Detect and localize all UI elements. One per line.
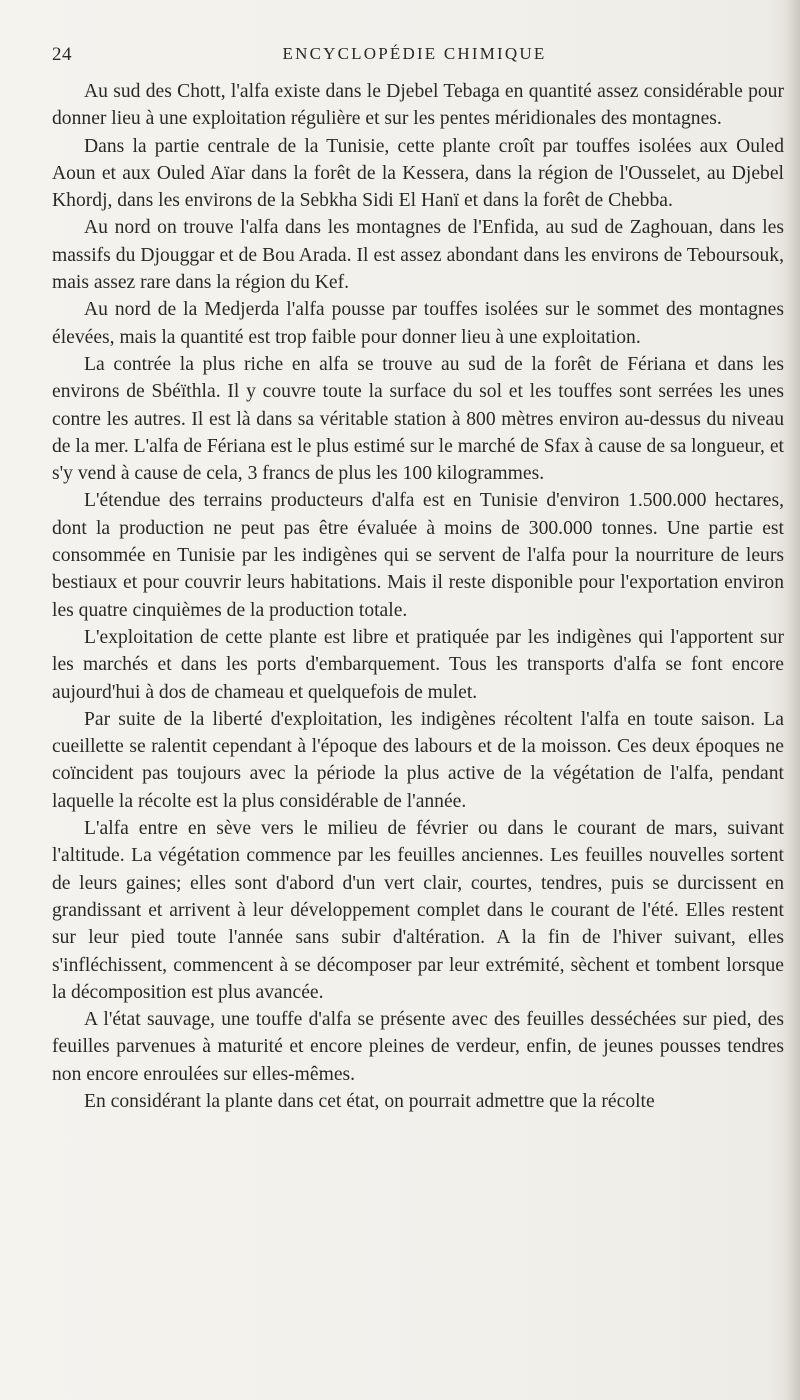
paragraph: L'alfa entre en sève vers le milieu de février ou dans le courant de mars, suivant l'altitude. La végétation commence par les feuilles anciennes. Les feuilles nouvelles sortent de leurs gaines; elles sont d'abord d'un vert clair, courtes, tendres, puis se durcissent en grandissant et arrivent à leur développement complet dans le courant de l'été. Elles restent sur leur pied toute l'année sans subir d'altération. A la fin de l'hiver suivant, elles s'infléchissent, commencent à se décomposer par leur extrémité, sèchent et tombent lorsque la décomposition est plus avancée. — [52, 818, 784, 1003]
paragraph: Au nord de la Medjerda l'alfa pousse par touffes isolées sur le sommet des montagnes élevées, mais la quantité est trop faible pour donner lieu à une exploitation. — [52, 299, 784, 348]
paragraph: Au nord on trouve l'alfa dans les montagnes de l'Enfida, au sud de Zaghouan, dans les massifs du Djouggar et de Bou Arada. Il est assez abondant dans les environs de Teboursouk, mais assez rare dans la région du Kef. — [52, 217, 784, 294]
paragraph: La contrée la plus riche en alfa se trouve au sud de la forêt de Fériana et dans les environs de Sbéïthla. Il y couvre toute la surface du sol et les touffes sont serrées les unes contre les autres. Il est là dans sa véritable station à 800 mètres environ au-dessus du niveau de la mer. L'alfa de Fériana est le plus estimé sur le marché de Sfax à cause de sa longueur, et s'y vend à cause de cela, 3 francs de plus les 100 kilogrammes. — [52, 353, 784, 485]
running-head — [52, 44, 777, 68]
body-text — [52, 78, 784, 1115]
page-edge-shadow — [786, 0, 800, 1400]
paragraph: En considérant la plante dans cet état, on pourrait admettre que la récolte — [84, 1090, 655, 1112]
paragraph: Par suite de la liberté d'exploitation, les indigènes récoltent l'alfa en toute saison. La cueillette se ralentit cependant à l'époque des labours et de la moisson. Ces deux époques ne coïncident pas toujours avec la période la plus active de la végétation de l'alfa, pendant laquelle la récolte est la plus considérable de l'année. — [52, 708, 784, 812]
paragraph: L'étendue des terrains producteurs d'alfa est en Tunisie d'environ 1.500.000 hectares, dont la production ne peut pas être évaluée à moins de 300.000 tonnes. Une partie est consommée en Tunisie par les indigènes qui se servent de l'alfa pour la nourriture de leurs bestiaux et pour couvrir leurs habitations. Mais il reste disponible pour l'exportation environ les quatre cinquièmes de la production totale. — [52, 490, 784, 621]
paragraph: L'exploitation de cette plante est libre et pratiquée par les indigènes qui l'apportent sur les marchés et dans les ports d'embarquement. Tous les transports d'alfa se font encore aujourd'hui à dos de chameau et quelquefois de mulet. — [52, 626, 784, 703]
paragraph: Dans la partie centrale de la Tunisie, cette plante croît par touffes isolées aux Ouled Aoun et aux Ouled Aïar dans la forêt de la Kessera, dans la région de l'Ousselet, au Djebel Khordj, dans les environs de la Sebkha Sidi El Hanï et dans la forêt de Chebba. — [52, 135, 784, 212]
page-number: 24 — [52, 44, 72, 65]
paragraph: Au sud des Chott, l'alfa existe dans le Djebel Tebaga en quantité assez considérable pour donner lieu à une exploitation régulière et sur les pentes méridionales des montagnes. — [52, 81, 784, 130]
paragraph: A l'état sauvage, une touffe d'alfa se présente avec des feuilles desséchées sur pied, des feuilles parvenues à maturité et encore pleines de verdeur, enfin, de jeunes pousses tendres non encore enroulées sur elles-mêmes. — [52, 1009, 784, 1085]
running-title: ENCYCLOPÉDIE CHIMIQUE — [282, 44, 547, 63]
